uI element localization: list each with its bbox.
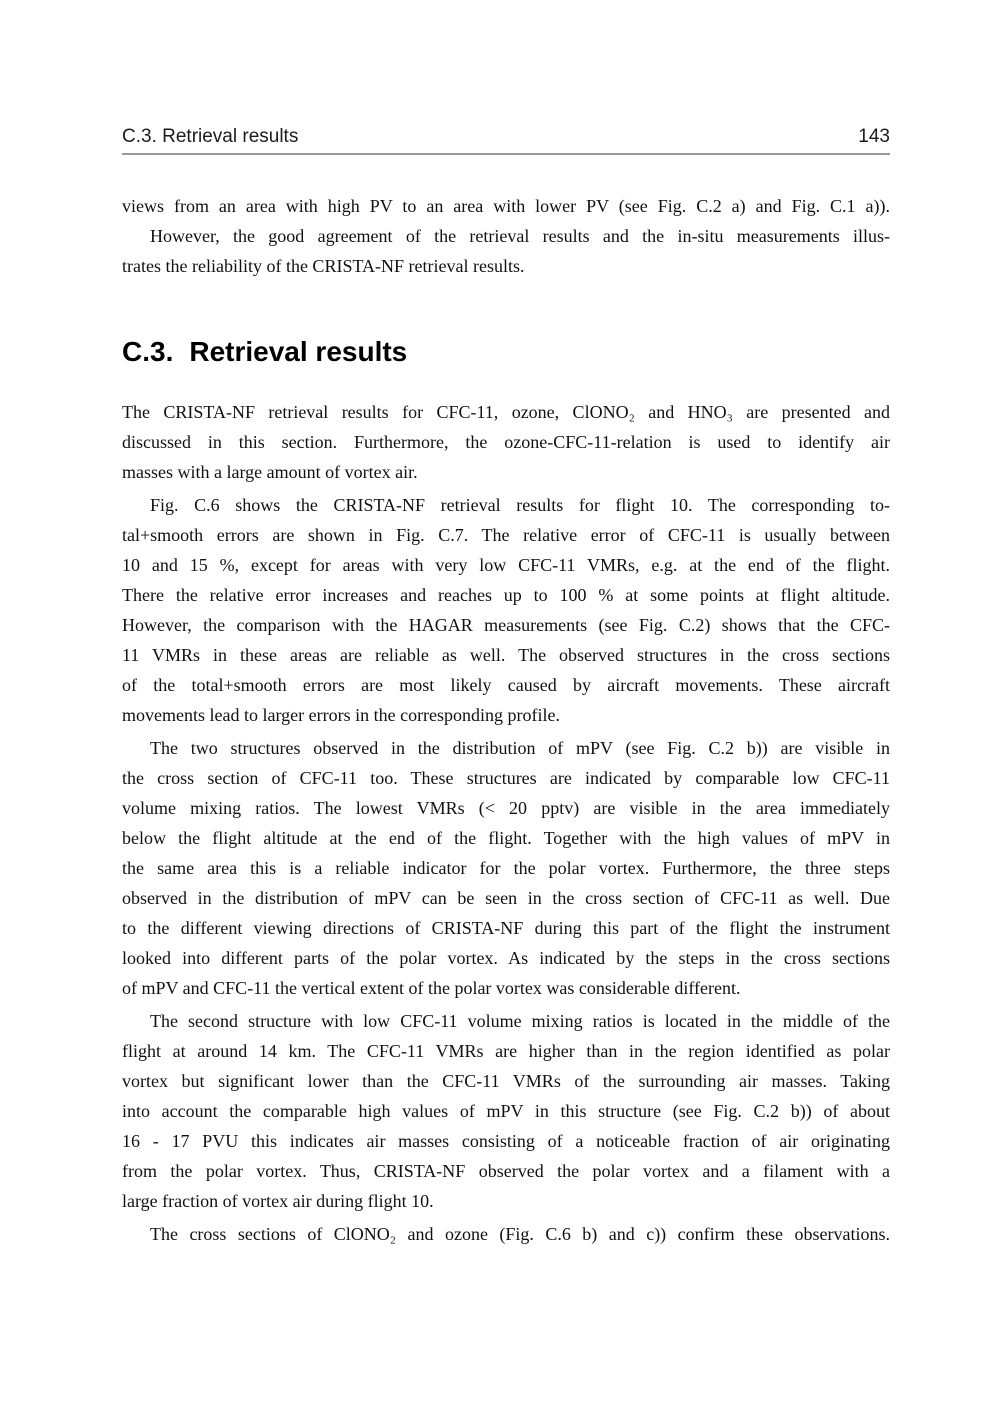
text-line: Fig. C.6 shows the CRISTA-NF retrieval results for flight 10. The corresponding to- bbox=[150, 495, 890, 515]
body-paragraph bbox=[122, 490, 890, 730]
text-line: masses with a large amount of vortex air. bbox=[122, 462, 418, 482]
text-line: of mPV and CFC-11 the vertical extent of the polar vortex was considerable different. bbox=[122, 978, 741, 998]
text-line: The CRISTA-NF retrieval results for CFC-11, ozone, ClONO₂ and HNO₃ are presented and bbox=[122, 402, 890, 422]
section-number: C.3. bbox=[122, 336, 174, 367]
text-line: looked into different parts of the polar vortex. As indicated by the steps in the cross sections bbox=[122, 948, 890, 968]
body-paragraph bbox=[122, 1219, 890, 1249]
text-line: views from an area with high PV to an area with lower PV (see Fig. C.2 a) and Fig. C.1 a)). bbox=[122, 196, 890, 216]
text-line: However, the good agreement of the retrieval results and the in-situ measurements illus- bbox=[150, 226, 890, 246]
text-line: to the different viewing directions of CRISTA-NF during this part of the flight the instrument bbox=[122, 918, 890, 938]
running-head-title: C.3. Retrieval results bbox=[122, 126, 299, 147]
text-line: tal+smooth errors are shown in Fig. C.7. The relative error of CFC-11 is usually between bbox=[122, 525, 890, 545]
body-paragraph bbox=[122, 397, 890, 487]
page-number: 143 bbox=[858, 126, 890, 147]
text-line: movements lead to larger errors in the corresponding profile. bbox=[122, 705, 561, 725]
text-line: The cross sections of ClONO₂ and ozone (Fig. C.6 b) and c)) confirm these observations. bbox=[150, 1224, 890, 1244]
text-line: into account the comparable high values of mPV in this structure (see Fig. C.2 b)) of about bbox=[122, 1101, 890, 1121]
text-line: observed in the distribution of mPV can be seen in the cross section of CFC-11 as well. Due bbox=[122, 888, 890, 908]
section-heading bbox=[122, 335, 890, 369]
text-line: from the polar vortex. Thus, CRISTA-NF observed the polar vortex and a filament with a bbox=[122, 1161, 890, 1181]
text-line: below the flight altitude at the end of the flight. Together with the high values of mPV in bbox=[122, 828, 890, 848]
text-line: However, the comparison with the HAGAR measurements (see Fig. C.2) shows that the CFC- bbox=[122, 615, 890, 635]
text-line: large fraction of vortex air during flight 10. bbox=[122, 1191, 434, 1211]
text-line: of the total+smooth errors are most likely caused by aircraft movements. These aircraft bbox=[122, 675, 890, 695]
page-content bbox=[122, 191, 890, 1249]
running-head bbox=[122, 126, 890, 148]
text-line: discussed in this section. Furthermore, the ozone-CFC-11-relation is used to identify air bbox=[122, 432, 890, 452]
text-line: There the relative error increases and reaches up to 100 % at some points at flight altitude. bbox=[122, 585, 890, 605]
text-line: 16 - 17 PVU this indicates air masses consisting of a noticeable fraction of air originating bbox=[122, 1131, 890, 1151]
header-rule bbox=[122, 153, 890, 155]
intro-paragraph bbox=[122, 191, 890, 281]
text-line: the same area this is a reliable indicator for the polar vortex. Furthermore, the three steps bbox=[122, 858, 890, 878]
text-line: The two structures observed in the distribution of mPV (see Fig. C.2 b)) are visible in bbox=[150, 738, 890, 758]
text-line: volume mixing ratios. The lowest VMRs (< 20 pptv) are visible in the area immediately bbox=[122, 798, 890, 818]
text-line: 11 VMRs in these areas are reliable as well. The observed structures in the cross sections bbox=[122, 645, 890, 665]
section-title: Retrieval results bbox=[189, 336, 408, 367]
text-line: the cross section of CFC-11 too. These structures are indicated by comparable low CFC-11 bbox=[122, 768, 890, 788]
text-line: The second structure with low CFC-11 volume mixing ratios is located in the middle of the bbox=[150, 1011, 890, 1031]
body-paragraph bbox=[122, 733, 890, 1003]
text-line: flight at around 14 km. The CFC-11 VMRs are higher than in the region identified as polar bbox=[122, 1041, 890, 1061]
text-line: trates the reliability of the CRISTA-NF retrieval results. bbox=[122, 256, 525, 276]
text-line: vortex but significant lower than the CFC-11 VMRs of the surrounding air masses. Taking bbox=[122, 1071, 890, 1091]
body-paragraph bbox=[122, 1006, 890, 1216]
text-line: 10 and 15 %, except for areas with very low CFC-11 VMRs, e.g. at the end of the flight. bbox=[122, 555, 890, 575]
